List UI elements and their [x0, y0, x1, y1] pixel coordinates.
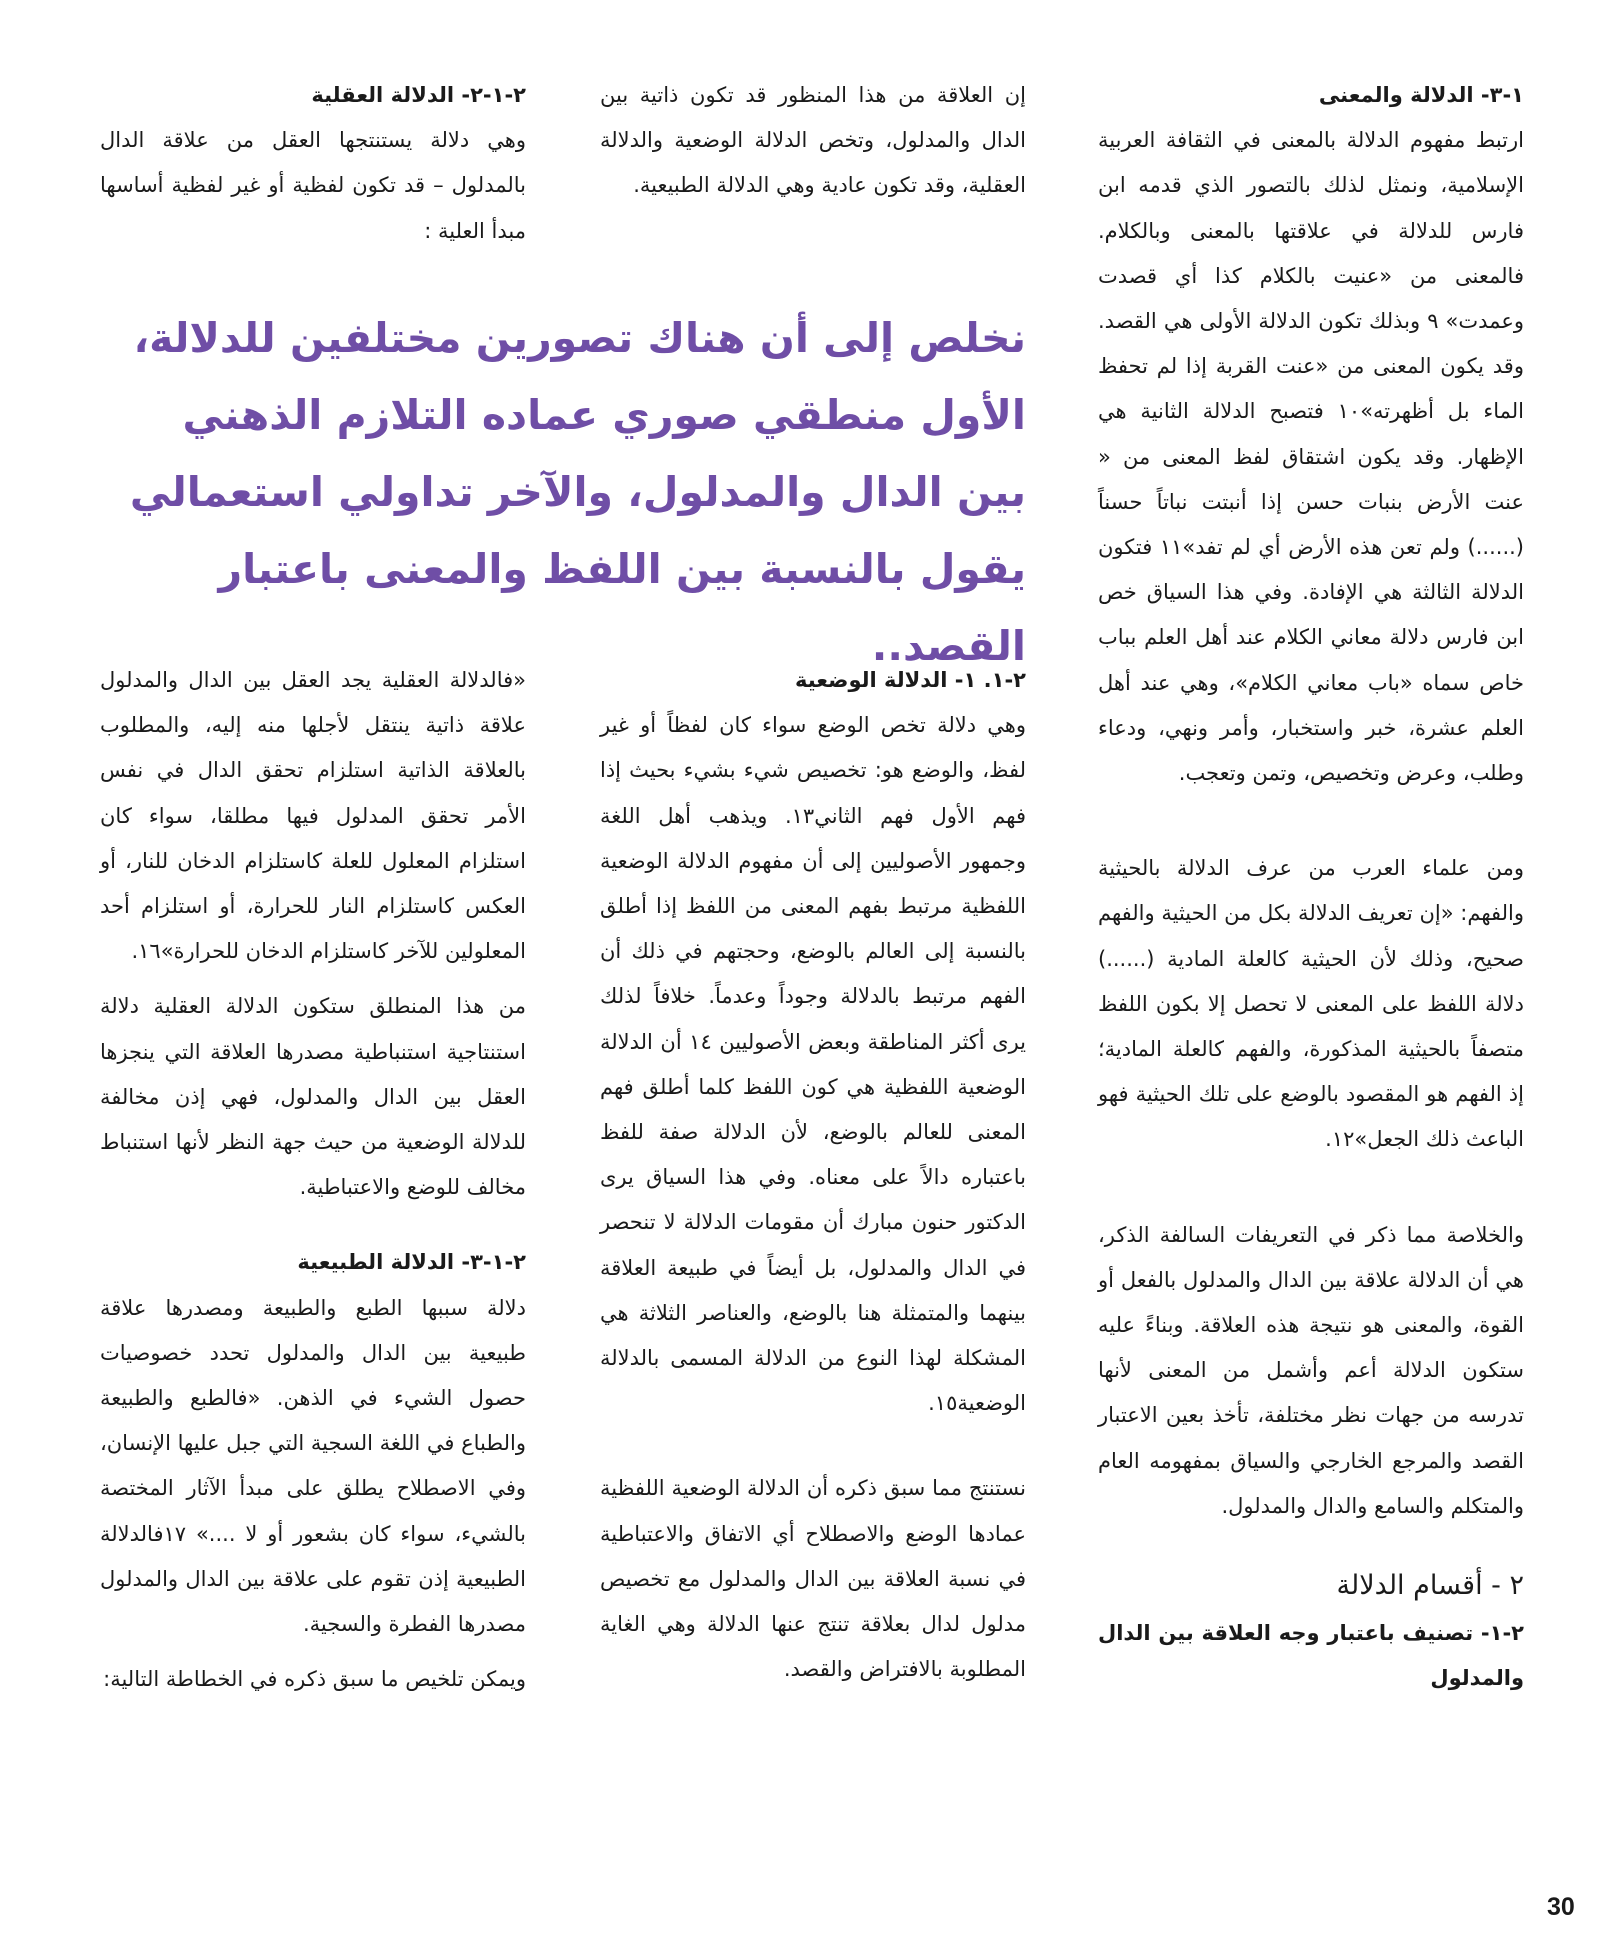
section-heading-2: ٢ - أقسام الدلالة: [1336, 1570, 1524, 1602]
section-heading-2-1-2: ٢-١-٢- الدلالة العقلية: [311, 83, 526, 107]
left-column: [100, 658, 526, 1712]
right-column: [1098, 73, 1524, 1702]
paragraph: ارتبط مفهوم الدلالة بالمعنى في الثقافة العربية الإسلامية، ونمثل لذلك بالتصور الذي قدمه ابن فارس للدلالة في علاقتها بالمعنى وبالكلام. فالمعنى من «عنيت بالكلام كذا أي قصدت وعمدت» ٩ وبذلك تكون الدلالة الأولى هي القصد. وقد يكون المعنى من «عنت القربة إذا لم تحفظ الماء بل أظهرته»١٠ فتصبح الدلالة الثانية هي الإظهار. وقد يكون اشتقاق لفظ المعنى من « عنت الأرض بنبات حسن إذا أنبتت نباتاً حسناً (......) ولم تعن هذه الأرض أي لم تفد»١١ فتكون الدلالة الثالثة هي الإفادة. وفي هذا السياق خص ابن فارس دلالة معاني الكلام عند أهل العلم بباب خاص سماه «باب معاني الكلام»، وهي عند أهل العلم عشرة، خبر واستخبار، وأمر ونهي، ودعاء وطلب، وعرض وتخصيص، وتمن وتعجب.: [1098, 128, 1525, 786]
section-heading-2-1-3: ٢-١-٣- الدلالة الطبيعية: [297, 1250, 526, 1275]
paragraph: «فالدلالة العقلية يجد العقل بين الدال والمدلول علاقة ذاتية ينتقل لأجلها منه إليه، والمطلوب بالعلاقة الذاتية استلزام تحقق الدال في نفس الأمر تحقق المدلول فيها مطلقا، سواء كان استلزام المعلول للعلة كاستلزام الدخان للنار، أو العكس كاستلزام النار للحرارة، أو استلزام أحد المعلولين للآخر كاستلزام الدخان للحرارة»١٦.: [100, 668, 526, 964]
section-heading-1-3: ١-٣- الدلالة والمعنى: [1318, 83, 1524, 107]
left-top-column: [100, 73, 526, 264]
paragraph: وهي دلالة يستنتجها العقل من علاقة الدال بالمدلول – قد تكون لفظية أو غير لفظية أساسها مبدأ العلية :: [100, 128, 526, 243]
paragraph: والخلاصة مما ذكر في التعريفات السالفة الذكر، هي أن الدلالة علاقة بين الدال والمدلول بالفعل أو القوة، والمعنى هو نتيجة هذه العلاقة. وبناءً عليه ستكون الدلالة أعم وأشمل من المعنى لأنها تدرسه من جهات نظر مختلفة، تأخذ بعين الاعتبار القصد والمرجع الخارجي والسياق بمفهومه العام والمتكلم والسامع والدال والمدلول.: [1098, 1222, 1524, 1518]
paragraph: إن العلاقة من هذا المنظور قد تكون ذاتية بين الدال والمدلول، وتخص الدلالة الوضعية والدلالة العقلية، وقد تكون عادية وهي الدلالة الطبيعية.: [600, 83, 1026, 198]
middle-column: [600, 658, 1026, 1702]
page-number: 30: [1547, 1893, 1575, 1921]
paragraph: من هذا المنطلق ستكون الدلالة العقلية دلالة استنتاجية استنباطية مصدرها العلاقة التي ينجزها العقل بين الدال والمدلول، فهي إذن مخالفة للدلالة الوضعية من حيث جهة النظر لأنها استنباط مخالف للوضع والاعتباطية.: [100, 994, 526, 1200]
paragraph: دلالة سببها الطبع والطبيعة ومصدرها علاقة طبيعية بين الدال والمدلول تحدد خصوصيات حصول الشيء في الذهن. «فالطبع والطبيعة والطباع في اللغة السجية التي جبل عليها الإنسان، وفي الاصطلاح يطلق على مبدأ الآثار المختصة بالشيء، سواء كان بشعور أو لا ....» ١٧فالدلالة الطبيعية إذن تقوم على علاقة بين الدال والمدلول مصدرها الفطرة والسجية.: [99, 1295, 526, 1637]
pull-quote: نخلص إلى أن هناك تصورين مختلفين للدلالة، الأول منطقي صوري عماده التلازم الذهني بين الدال والمدلول، والآخر تداولي استعمالي يقول بالنسبة بين اللفظ والمعنى باعتبار القصد..: [129, 314, 1026, 670]
paragraph: وهي دلالة تخص الوضع سواء كان لفظاً أو غير لفظ، والوضع هو: تخصيص شيء بشيء بحيث إذا فهم الأول فهم الثاني١٣. ويذهب أهل اللغة وجمهور الأصوليين إلى أن مفهوم الدلالة الوضعية اللفظية مرتبط بفهم المعنى من اللفظ إذا أطلق بالنسبة إلى العالم بالوضع، وحجتهم في ذلك أن الفهم مرتبط بالدلالة وجوداً وعدماً. خلافاً لذلك يرى أكثر المناطقة وبعض الأصوليين ١٤ أن الدلالة الوضعية اللفظية هي كون اللفظ كلما أطلق فهم المعنى للعالم بالوضع، لأن الدلالة صفة للفظ باعتباره دالاً على معناه. وفي هذا السياق يرى الدكتور حنون مبارك أن مقومات الدلالة لا تنحصر في الدال والمدلول، بل أيضاً في طبيعة العلاقة بينهما والمتمثلة هنا بالوضع، والعناصر الثلاثة هي المشكلة لهذا النوع من الدلالة المسمى بالدلالة الوضعية١٥.: [600, 713, 1026, 1416]
section-heading-2-1: ٢-١- تصنيف باعتبار وجه العلاقة بين الدال والمدلول: [1098, 1621, 1524, 1691]
paragraph: ومن علماء العرب من عرف الدلالة بالحيثية والفهم: «إن تعريف الدلالة بكل من الحيثية والفهم صحيح، وذلك لأن الحيثية كالعلة المادية (......) دلالة اللفظ على المعنى لا تحصل إلا بكون اللفظ متصفاً بالحيثية المذكورة، والفهم كالعلة المادية؛ إذ الفهم هو المقصود بالوضع على تلك الحيثية فهو الباعث ذلك الجعل»١٢.: [1098, 856, 1524, 1152]
middle-top-column: [600, 73, 1026, 219]
section-heading-2-1-1: ٢-١. ١- الدلالة الوضعية: [794, 668, 1026, 692]
paragraph: ويمكن تلخيص ما سبق ذكره في الخطاطة التالية:: [103, 1667, 526, 1692]
paragraph: نستنتج مما سبق ذكره أن الدلالة الوضعية اللفظية عمادها الوضع والاصطلاح أي الاتفاق والاعتباطية في نسبة العلاقة بين الدال والمدلول مع تخصيص مدلول لدال بعلاقة تنتج عنها الدلالة وهي الغاية المطلوبة بالافتراض والقصد.: [600, 1476, 1026, 1682]
